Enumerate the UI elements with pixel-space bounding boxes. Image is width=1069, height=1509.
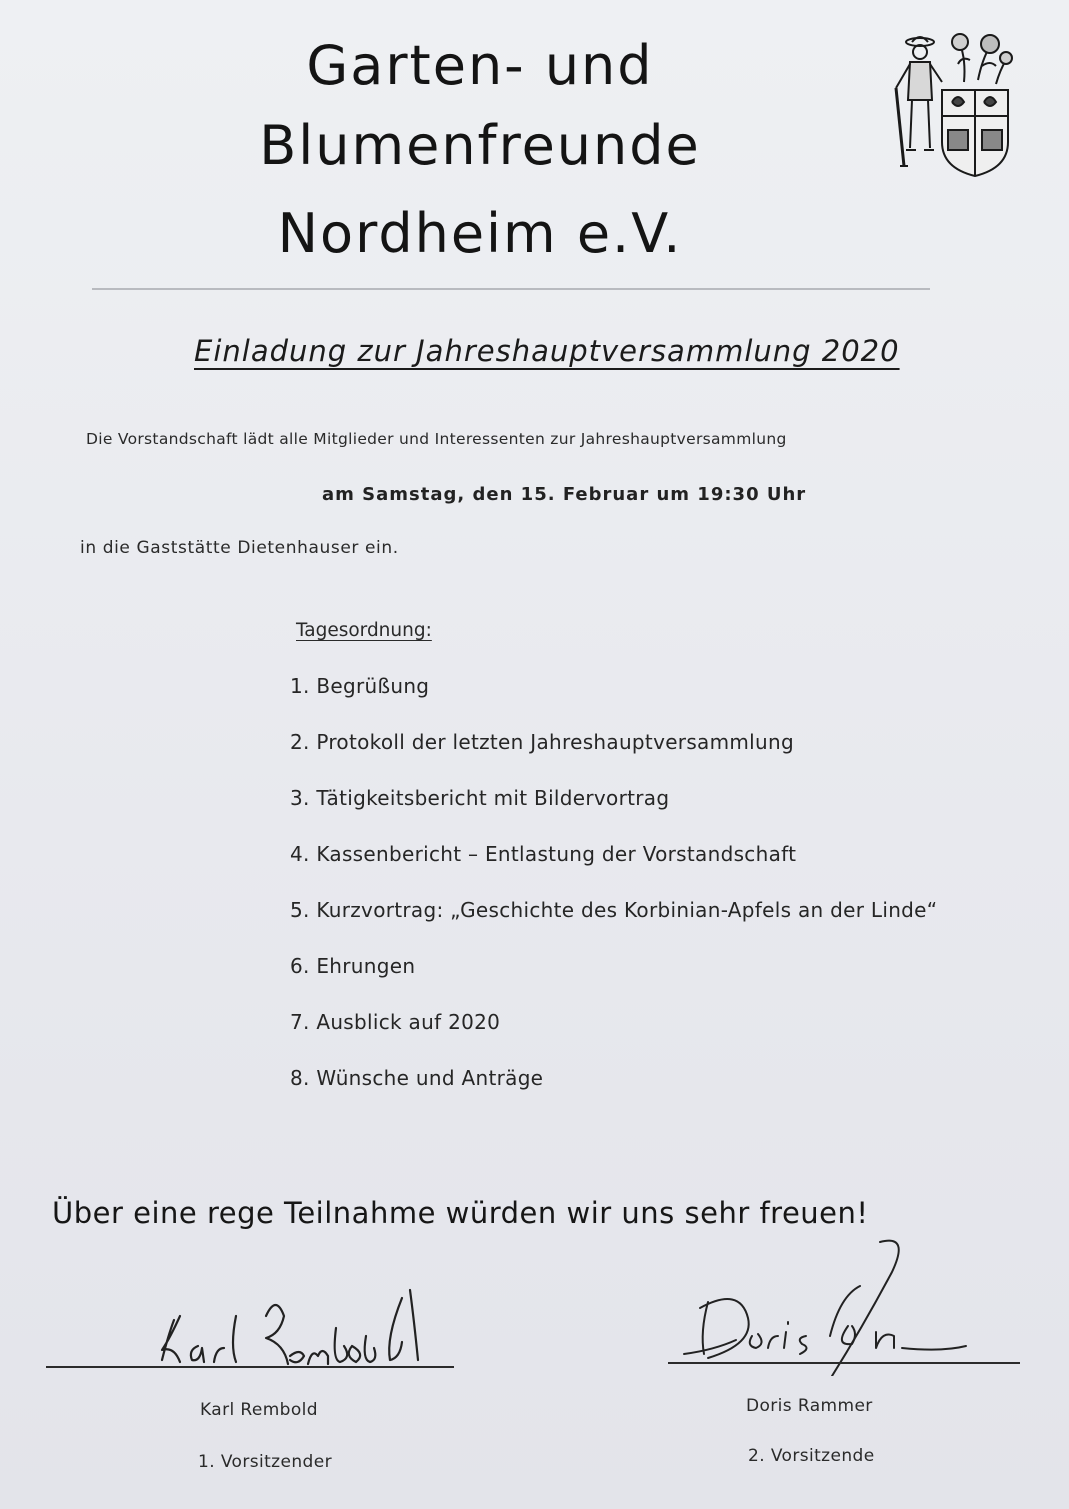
- club-name-line-3: Nordheim e.V.: [277, 202, 683, 265]
- signatory-role-1: 1. Vorsitzender: [198, 1452, 332, 1472]
- agenda-item: 1. Begrüßung: [290, 674, 430, 698]
- signatory-name-1: Karl Rembold: [200, 1400, 318, 1420]
- intro-text: Die Vorstandschaft lädt alle Mitglieder und Interessenten zur Jahreshauptversammlung: [86, 430, 787, 448]
- club-name-line-2: Blumenfreunde: [259, 114, 701, 177]
- signatory-role-2: 2. Vorsitzende: [748, 1446, 875, 1466]
- agenda-item: 5. Kurzvortrag: „Geschichte des Korbinian-Apfels an der Linde“: [290, 898, 938, 922]
- invitation-subject: Einladung zur Jahreshauptversammlung 2020: [194, 334, 900, 368]
- club-emblem-icon: [886, 30, 1014, 178]
- closing-sentence: Über eine rege Teilnahme würden wir uns sehr freuen!: [52, 1196, 869, 1230]
- header-divider: [92, 288, 930, 290]
- signature-line: [668, 1362, 1020, 1364]
- agenda-item: 3. Tätigkeitsbericht mit Bildervortrag: [290, 786, 670, 810]
- agenda-item: 4. Kassenbericht – Entlastung der Vorstandschaft: [290, 842, 797, 866]
- club-name-line-1: Garten- und: [306, 34, 654, 97]
- meeting-date: am Samstag, den 15. Februar um 19:30 Uhr: [322, 484, 807, 505]
- signature-karl-rembold: [140, 1276, 450, 1376]
- signature-doris-rammer: [680, 1236, 980, 1376]
- agenda-item: 7. Ausblick auf 2020: [290, 1010, 501, 1034]
- agenda-title: Tagesordnung:: [296, 620, 432, 641]
- signatory-name-2: Doris Rammer: [746, 1396, 873, 1416]
- agenda-item: 6. Ehrungen: [290, 954, 416, 978]
- agenda-item: 2. Protokoll der letzten Jahreshauptversammlung: [290, 730, 794, 754]
- meeting-location: in die Gaststätte Dietenhauser ein.: [80, 538, 399, 558]
- signature-line: [46, 1366, 454, 1368]
- agenda-item: 8. Wünsche und Anträge: [290, 1066, 544, 1090]
- agenda-list: [290, 672, 1030, 1120]
